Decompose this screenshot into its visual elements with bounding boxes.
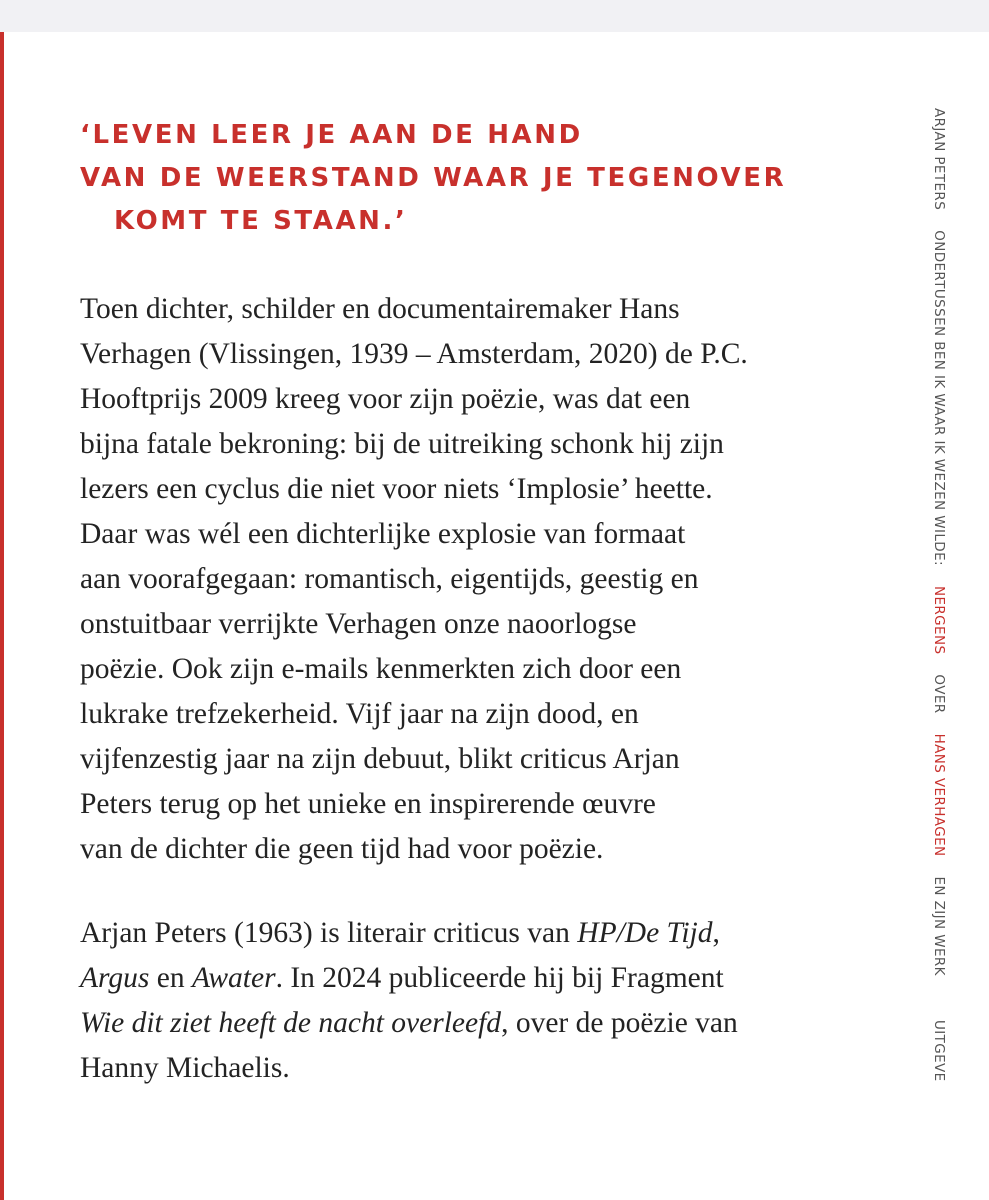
- bio-magazine-argus: Argus: [80, 962, 150, 994]
- blurb-line: Peters terug op het unieke en inspirerende œuvre: [80, 788, 656, 820]
- bio-text: en: [149, 962, 192, 994]
- pull-quote-line-3: KOMT TE STAAN.’: [114, 206, 408, 236]
- spine-author: ARJAN PETERS: [931, 108, 947, 211]
- blurb-line: Daar was wél een dichterlijke explosie van formaat: [80, 518, 686, 550]
- blurb-line: poëzie. Ook zijn e-mails kenmerkten zich door een: [80, 653, 682, 685]
- bio-line-2: [80, 956, 900, 1001]
- blurb-line: Verhagen (Vlissingen, 1939 – Amsterdam, 2020) de P.C.: [80, 338, 748, 370]
- spine-publisher: UITGEVE: [931, 1019, 947, 1082]
- pull-quote-line-2: VAN DE WEERSTAND WAAR JE TEGENOVER: [80, 163, 787, 193]
- blurb-line: Hooftprijs 2009 kreeg voor zijn poëzie, was dat een: [80, 383, 691, 415]
- spine-title-highlight: NERGENS: [931, 585, 947, 655]
- bio-magazine-detijd: /De Tijd: [616, 917, 713, 949]
- author-bio: [80, 911, 900, 1091]
- book-spine: [924, 108, 954, 1200]
- blurb-line: vijfenzestig jaar na zijn debuut, blikt criticus Arjan: [80, 743, 680, 775]
- blurb-line: bijna fatale bekroning: bij de uitreiking schonk hij zijn: [80, 428, 724, 460]
- bio-text: , over de poëzie van: [501, 1007, 738, 1039]
- blurb-line: lukrake trefzekerheid. Vijf jaar na zijn dood, en: [80, 698, 639, 730]
- bio-line-1: [80, 911, 900, 956]
- blurb-paragraph: [80, 287, 900, 872]
- pull-quote-line-1: ‘LEVEN LEER JE AAN DE HAND: [80, 120, 583, 150]
- spine-subtitle-name: HANS VERHAGEN: [931, 733, 947, 857]
- spine-subtitle-over: OVER: [931, 674, 947, 714]
- left-red-edge: [0, 32, 4, 1200]
- bio-magazine-hp: HP: [577, 917, 617, 949]
- pull-quote: [80, 114, 880, 243]
- bio-text: ,: [712, 917, 720, 949]
- bio-line-4: Hanny Michaelis.: [80, 1052, 290, 1084]
- bio-line-3: [80, 1001, 900, 1046]
- bio-magazine-awater: Awater: [191, 962, 276, 994]
- blurb-line: van de dichter die geen tijd had voor poëzie.: [80, 833, 604, 865]
- bio-book-title: Wie dit ziet heeft de nacht overleefd: [80, 1007, 502, 1039]
- bio-text: Arjan Peters (1963) is literair criticus van: [80, 917, 578, 949]
- blurb-line: onstuitbaar verrijkte Verhagen onze naoorlogse: [80, 608, 637, 640]
- spine-subtitle-rest: EN ZIJN WERK: [931, 876, 947, 976]
- blurb-line: Toen dichter, schilder en documentairemaker Hans: [80, 293, 680, 325]
- blurb-line: lezers een cyclus die niet voor niets ‘Implosie’ heette.: [80, 473, 713, 505]
- blurb-line: aan voorafgegaan: romantisch, eigentijds, geestig en: [80, 563, 699, 595]
- bio-text: . In 2024 publiceerde hij bij Fragment: [275, 962, 724, 994]
- top-strip: [0, 0, 989, 32]
- spine-title: ONDERTUSSEN BEN IK WAAR IK WEZEN WILDE:: [931, 230, 947, 566]
